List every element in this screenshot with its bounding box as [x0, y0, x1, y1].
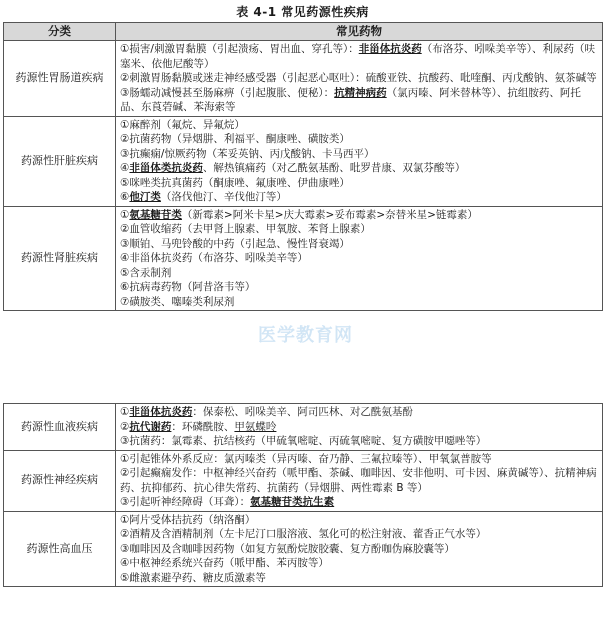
drug-item	[120, 295, 598, 310]
drug-text: （氯丙嗪、阿米替林等）、抗组胺药、阿托品、东莨菪碱、苯海索等	[120, 86, 581, 113]
drugs-cell	[116, 450, 603, 511]
drug-text: ①麻醉剂（氟烷、异氟烷）	[120, 118, 245, 131]
drug-item	[120, 527, 598, 542]
drug-item	[120, 161, 598, 176]
highlighted-drug-class: 他汀类	[129, 191, 161, 203]
drug-text: ①阿片受体拮抗药（纳洛酮）	[120, 513, 256, 526]
table-body-bottom	[4, 404, 603, 587]
drug-item	[120, 280, 598, 295]
highlighted-drug-class: 氨基糖苷类	[129, 208, 182, 221]
drug-text: ④中枢神经系统兴奋药（哌甲酯、苯丙胺等）	[120, 557, 329, 569]
drug-text: ⑦磺胺类、噻嗪类利尿剂	[120, 295, 235, 308]
drug-text: ③抗菌药：氯霉素、抗结核药（甲硫氧嘧啶、丙硫氧嘧啶、复方磺胺甲噁唑等）	[120, 435, 487, 447]
drug-item	[120, 251, 598, 266]
table-title: 表 4-1 常见药源性疾病	[236, 5, 369, 19]
drugs-cell	[116, 41, 603, 117]
drugs-cell	[116, 511, 603, 587]
drug-item	[120, 452, 598, 467]
drug-text: ②	[120, 420, 130, 433]
table-row	[4, 206, 603, 311]
category-cell: 药源性高血压	[4, 511, 116, 587]
watermark-logo: 医学教育网	[258, 325, 353, 346]
drug-item	[120, 405, 598, 420]
table-row	[4, 41, 603, 117]
category-cell: 药源性血液疾病	[4, 404, 116, 451]
table-row	[4, 404, 603, 451]
table-body-top	[4, 41, 603, 311]
drug-item	[120, 556, 598, 571]
drug-text: ②引起癫痫发作：中枢神经兴奋药（哌甲酯、茶碱、咖啡因、安非他明、可卡因、麻黄碱等）、抗精神病药、抗抑郁药、抗心律失常药、抗菌药（异烟肼、两性霉素 B 等）	[120, 467, 597, 494]
category-cell: 药源性胃肠道疾病	[4, 41, 116, 117]
drug-item	[120, 266, 598, 281]
category-cell: 药源性肾脏疾病	[4, 206, 116, 311]
drug-item	[120, 132, 598, 147]
drug-item	[120, 176, 598, 191]
drug-item	[120, 237, 598, 252]
drug-text: ③咖啡因及含咖啡因药物（如复方氨酚烷胺胶囊、复方酚咖伪麻胶囊等）	[120, 542, 455, 555]
drug-item	[120, 147, 598, 162]
drug-text: ③肠蠕动减慢甚至肠麻痹（引起腹胀、便秘）：	[120, 86, 335, 99]
drug-text: ②酒精及含酒精制剂（左卡尼汀口服溶液、氢化可的松注射液、藿香正气水等）	[120, 528, 487, 540]
drug-text: ①损害/刺激胃黏膜（引起溃疡、胃出血、穿孔等）：	[120, 43, 359, 55]
table-row	[4, 116, 603, 206]
drug-text: ⑤雌激素避孕药、糖皮质激素等	[120, 571, 266, 584]
header-category: 分类	[4, 23, 116, 41]
highlighted-drug-class: 非甾体抗炎药	[358, 43, 422, 55]
drug-text: ③引起听神经障碍（耳聋）：	[120, 496, 251, 508]
drug-item	[120, 86, 598, 115]
drugs-cell	[116, 206, 603, 311]
drug-item	[120, 222, 598, 237]
drug-text: ②血管收缩药（去甲肾上腺素、甲氧胺、苯肾上腺素）	[120, 223, 371, 235]
drug-text: ③抗癫痫/惊厥药物（苯妥英钠、丙戊酸钠、卡马西平）	[120, 147, 375, 160]
drug-text: ①引起锥体外系反应：氯丙嗪类（异丙嗪、奋乃静、三氟拉嗪等）、甲氧氯普胺等	[120, 452, 492, 465]
disease-table-bottom	[3, 403, 603, 587]
drugs-cell	[116, 116, 603, 206]
highlighted-drug-class: 抗精神病药	[334, 86, 387, 99]
highlighted-drug-class: 甲氨蝶呤	[234, 420, 277, 433]
drug-text: 、解热镇痛药（对乙酰氨基酚、吡罗昔康、双氯芬酸等）	[202, 162, 466, 174]
drug-item	[120, 571, 598, 586]
drug-text: ：环磷酰胺、	[171, 420, 235, 433]
drug-text: ⑥抗病毒药物（阿昔洛韦等）	[120, 281, 256, 293]
drug-text: ②抗菌药物（异烟肼、利福平、酮康唑、磺胺类）	[120, 133, 350, 145]
drugs-cell	[116, 404, 603, 451]
highlighted-drug-class: 非甾体类抗炎药	[129, 162, 203, 174]
drug-text: ⑤含汞制剂	[120, 266, 172, 279]
drug-item	[120, 118, 598, 133]
highlighted-drug-class: 氨基糖苷类抗生素	[250, 496, 335, 508]
drug-text: ①	[120, 208, 130, 221]
drug-item	[120, 542, 598, 557]
disease-table-top	[3, 22, 603, 311]
highlighted-drug-class: 抗代谢药	[129, 420, 172, 433]
drug-text: ：保泰松、吲哚美辛、阿司匹林、对乙酰氨基酚	[192, 406, 413, 418]
drug-item	[120, 434, 598, 449]
drug-text: （新霉素>阿米卡星>庆大霉素>妥布霉素>奈替米星>链霉素）	[181, 208, 478, 221]
table-gap	[0, 393, 605, 403]
drug-text: ⑤咪唑类抗真菌药（酮康唑、氟康唑、伊曲康唑）	[120, 176, 350, 189]
header-row	[4, 23, 603, 41]
drug-item	[120, 420, 598, 435]
table-row	[4, 511, 603, 587]
drug-text: ④	[120, 162, 130, 174]
category-cell: 药源性神经疾病	[4, 450, 116, 511]
drug-text: （布洛芬、吲哚美辛等）、利尿药（呋塞米、依他尼酸等）	[120, 43, 595, 70]
drug-text: ④非甾体抗炎药（布洛芬、吲哚美辛等）	[120, 252, 308, 264]
drug-item	[120, 466, 598, 495]
drug-item	[120, 190, 598, 205]
table-row	[4, 450, 603, 511]
drug-item	[120, 208, 598, 223]
category-cell: 药源性肝脏疾病	[4, 116, 116, 206]
drug-item	[120, 42, 598, 71]
highlighted-drug-class: 非甾体抗炎药	[129, 406, 193, 418]
drug-text: ②刺激胃肠黏膜或迷走神经感受器（引起恶心呕吐）：硫酸亚铁、抗酸药、吡喹酮、丙戊酸钠、氨茶碱等	[120, 72, 597, 84]
drug-item	[120, 513, 598, 528]
drug-item	[120, 71, 598, 86]
drug-item	[120, 495, 598, 510]
drug-text: ⑥	[120, 191, 130, 203]
header-drugs: 常见药物	[116, 23, 603, 41]
drug-text: ③顺铂、马兜铃酸的中药（引起急、慢性肾衰竭）	[120, 237, 350, 250]
drug-text: （洛伐他汀、辛伐他汀等）	[160, 191, 287, 203]
drug-text: ①	[120, 406, 130, 418]
